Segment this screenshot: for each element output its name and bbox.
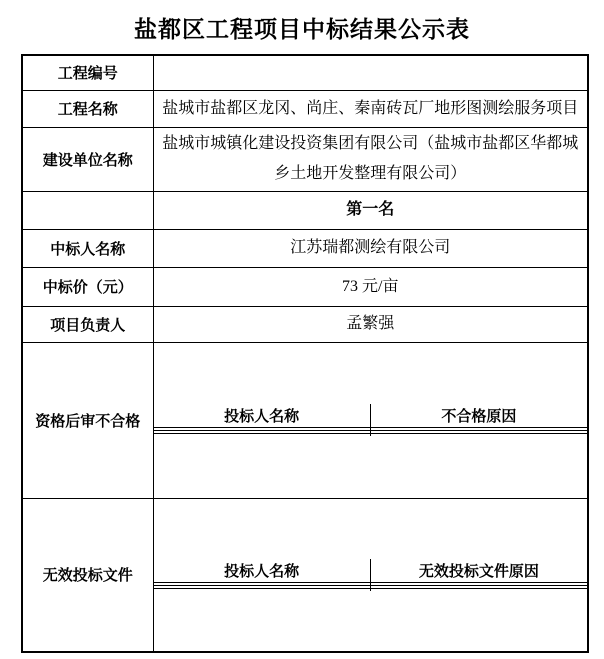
- unqualified-reason-column-header: 不合格原因: [370, 404, 587, 428]
- project-leader-label: 项目负责人: [22, 306, 153, 342]
- construction-unit-label: 建设单位名称: [22, 127, 153, 191]
- table-row: [22, 191, 588, 229]
- bidder-name-column-header: 投标人名称: [154, 404, 371, 428]
- unqualified-subtable: [154, 404, 588, 436]
- subtable-empty-row: [154, 588, 588, 591]
- subtable-header-row: [154, 559, 588, 583]
- reason-cell: [370, 434, 587, 437]
- winning-bidder-label: 中标人名称: [22, 229, 153, 267]
- rank-row-label: [22, 191, 153, 229]
- invalid-bid-reason-column-header: 无效投标文件原因: [370, 559, 587, 583]
- project-name-value: 盐城市盐都区龙冈、尚庄、秦南砖瓦厂地形图测绘服务项目: [153, 90, 588, 127]
- table-row: [22, 229, 588, 267]
- construction-unit-value: 盐城市城镇化建设投资集团有限公司（盐城市盐都区华都城乡土地开发整理有限公司）: [153, 127, 588, 191]
- notice-table: [21, 54, 589, 653]
- winning-bidder-value: 江苏瑞都测绘有限公司: [153, 229, 588, 267]
- project-leader-value: 孟繁强: [153, 306, 588, 342]
- table-row: [22, 267, 588, 306]
- bidder-name-column-header: 投标人名称: [154, 559, 371, 583]
- invalid-bids-subtable: [154, 559, 588, 591]
- subtable-empty-row: [154, 434, 588, 437]
- page-title: 盐都区工程项目中标结果公示表: [134, 17, 470, 42]
- invalid-bids-subtable-cell: [153, 498, 588, 652]
- project-number-value: [153, 55, 588, 90]
- table-row: [22, 90, 588, 127]
- unqualified-subtable-cell: [153, 342, 588, 498]
- table-row: [22, 55, 588, 90]
- reason-cell: [370, 588, 587, 591]
- project-number-label: 工程编号: [22, 55, 153, 90]
- table-row: [22, 306, 588, 342]
- invalid-bids-section-label: 无效投标文件: [22, 498, 153, 652]
- project-name-label: 工程名称: [22, 90, 153, 127]
- section-row-invalid-bids: [22, 498, 588, 652]
- section-row-unqualified: [22, 342, 588, 498]
- bidder-name-cell: [154, 588, 371, 591]
- subtable-header-row: [154, 404, 588, 428]
- winning-price-label: 中标价（元）: [22, 267, 153, 306]
- rank-header: 第一名: [153, 191, 588, 229]
- table-row: [22, 127, 588, 191]
- unqualified-section-label: 资格后审不合格: [22, 342, 153, 498]
- bidder-name-cell: [154, 434, 371, 437]
- winning-price-value: 73 元/亩: [153, 267, 588, 306]
